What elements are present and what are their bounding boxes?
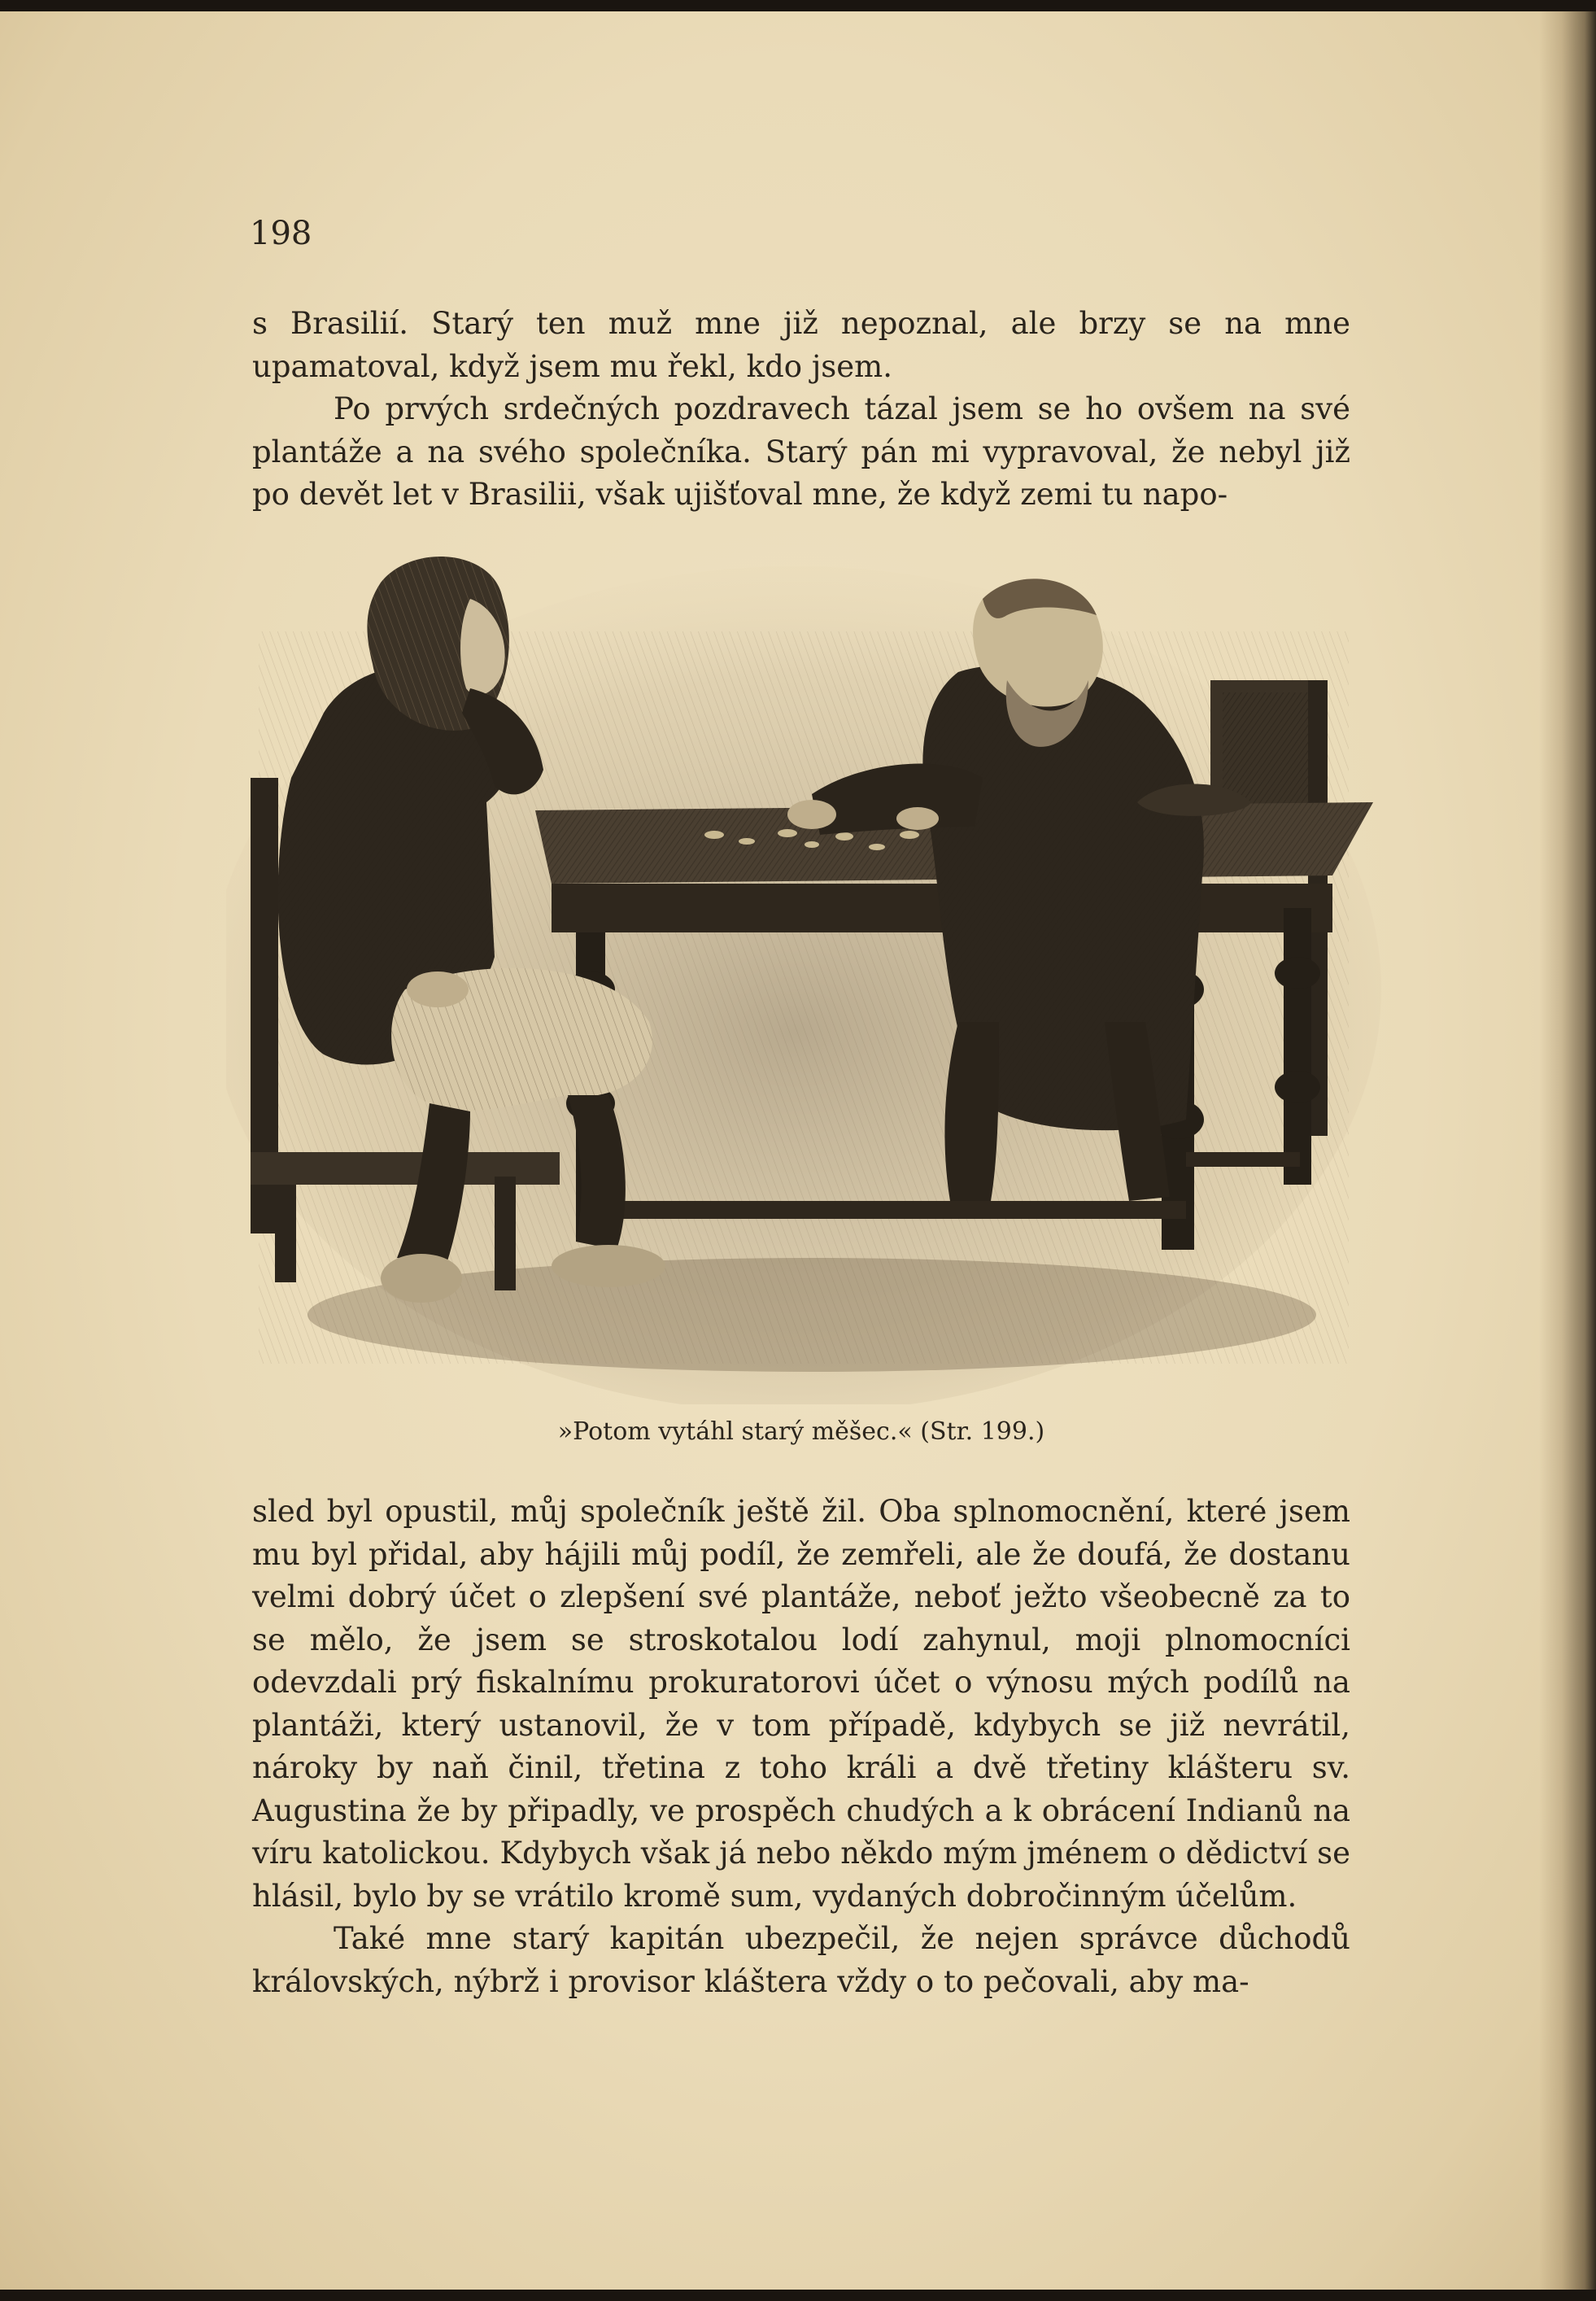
engraving-two-men-at-table-icon [226,534,1381,1404]
engraving-illustration [226,534,1381,1404]
page-edge-shadow [1539,11,1596,2290]
text-block-top [252,303,1350,517]
paragraph: Po prvých srdečných pozdravech tázal jsem se ho ovšem na své plantáže a na svého společníka. Starý pán mi vypravoval, že nebyl již po devět let v Brasilii, však ujišťoval mne, že když zemi tu napo- [252,391,1350,512]
page-number: 198 [250,215,312,252]
text-block-bottom [252,1491,1350,2003]
illustration-caption: »Potom vytáhl starý měšec.« (Str. 199.) [557,1417,1045,1446]
paragraph: sled byl opustil, můj společník ještě žil. Oba splnomocnění, které jsem mu byl přidal, aby hájili můj podíl, že zemřeli, ale že doufá, že dostanu velmi dobrý účet o zlepšení své plantáže, neboť ježto všeobecně za to se mělo, že jsem se stroskotalou lodí zahynul, moji plnomocníci odevzdali prý fiskalnímu prokuratorovi účet o výnosu mých podílů na plantáži, který ustanovil, že v tom případě, kdybych se již nevrátil, nároky by naň činil, třetina z toho králi a dvě třetiny klášteru sv. Augustina že by připadly, ve prospěch chudých a k obrácení Indianů na víru katolickou. Kdybych však já nebo někdo mým jménem o dědictví se hlásil, bylo by se vrátilo kromě sum, vydaných dobročinným účelům. [252,1494,1350,1914]
paragraph: s Brasilií. Starý ten muž mne již nepoznal, ale brzy se na mne upamatoval, když jsem mu řekl, kdo jsem. [252,306,1350,384]
book-page [0,11,1596,2290]
paragraph: Také mne starý kapitán ubezpečil, že nejen správce důchodů královských, nýbrž i provisor kláštera vždy o to pečovali, aby ma- [252,1921,1350,1999]
